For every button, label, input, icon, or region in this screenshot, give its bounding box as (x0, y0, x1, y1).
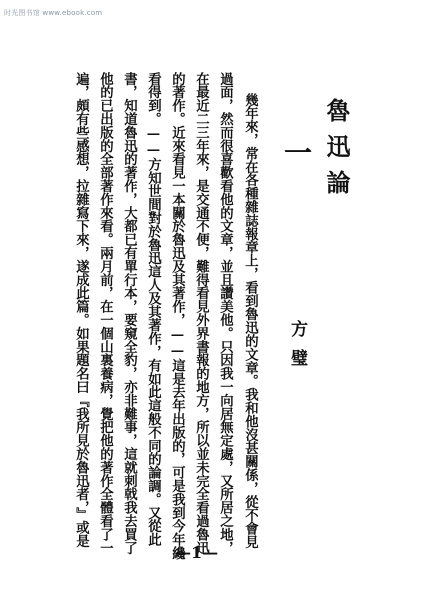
text-column: 過面，然而很喜歡看他的文章，並且讚美他。只因我一向居無定處，又所居之地， (217, 72, 234, 555)
text-column: 的著作。近來看見一本關於魯迅及其著作，——這是去年出版的，可是我到今年纔 (169, 72, 186, 560)
text-column: 他的已出版的全部著作來看。兩月前，在一個山裏養病，覺把他的著作全體看了一 (97, 72, 114, 555)
watermark: 时光图书馆 www.ebook.com (4, 9, 103, 17)
text-column: 看得到。——方知世間對於魯迅這人及其著作，有如此這般不同的論調。又從此 (145, 72, 162, 547)
page-number: —1— (175, 543, 219, 562)
text-column: 書，知道魯迅的著作，大都已有單行本，要窺全豹，亦非難事，這就刺戟我去買了 (121, 72, 138, 555)
essay-title: 魯迅論 (322, 98, 351, 206)
section-number: 一 (280, 138, 313, 166)
author-name: 方璧 (287, 320, 307, 378)
text-column: 在最近二三年來，是交通不便，難得看見外界書報的地方，所以並未完全看過魯迅 (193, 72, 210, 555)
text-column: 幾年來，常在各種雜誌報章上，看到魯迅的文章。我和他沒甚關係，從不會見 (242, 93, 259, 549)
text-column: 遍，頗有些感想，拉雜寫下來，遂成此篇。如果題名曰『我所見於魯迅者，』或是 (73, 72, 90, 548)
